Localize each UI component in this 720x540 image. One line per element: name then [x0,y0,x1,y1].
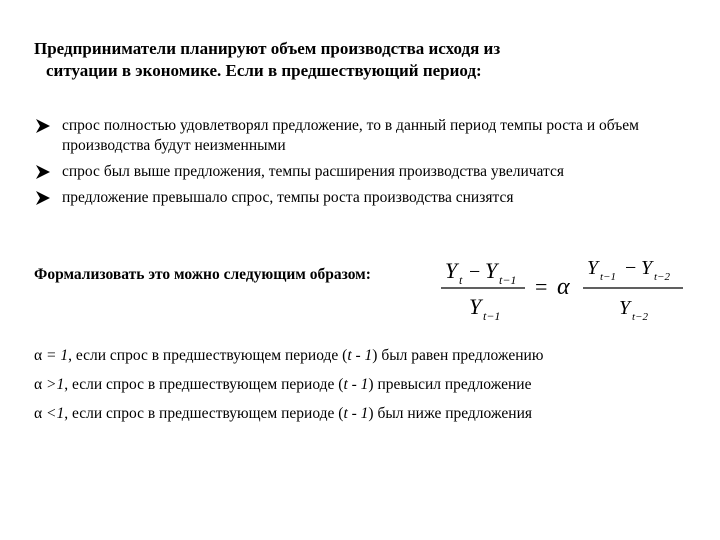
formula-left-num-y: Y [445,258,458,283]
alpha-period: t - 1 [343,405,369,422]
bullet-item [34,188,684,208]
formula-equals: = [535,274,548,299]
alpha-symbol: α [34,347,43,364]
formula-left-num-y2: Y [485,258,498,283]
formula-alpha: α [557,274,570,300]
formula-right-num-sub2: t−2 [654,271,670,283]
alpha-conditions [34,346,714,433]
alpha-symbol: α [34,376,43,393]
alpha-text-pre: , если спрос в предшествующем периоде ( [64,376,344,393]
bullet-list [34,116,684,214]
alpha-condition: = 1 [42,347,69,364]
heading-line-1: Предприниматели планируют объем производства исходя из [34,39,501,58]
formalize-label: Формализовать это можно следующим образом: [34,266,371,283]
bullet-text: спрос полностью удовлетворял предложение, то в данный период темпы роста и объем производства будут неизменными [62,117,639,154]
bullet-item [34,162,684,182]
formula-right-num-sub1: t−1 [600,271,616,283]
bullet-text: предложение превышало спрос, темпы роста производства снизятся [62,189,514,206]
formula-left-minus: − [469,261,481,283]
growth-formula [425,248,715,338]
bullet-text: спрос был выше предложения, темпы расширения производства увеличатся [62,163,564,180]
alpha-condition-line [34,404,714,424]
alpha-condition: >1 [42,376,65,393]
alpha-text-post: ) превысил предложение [368,376,532,393]
formula-right-den-sub: t−2 [632,311,648,323]
formula-right-minus: − [625,257,637,279]
alpha-period: t - 1 [347,347,373,364]
alpha-text-pre: , если спрос в предшествующем периоде ( [68,347,348,364]
formula-right-num-y1: Y [587,257,599,279]
arrow-bullet-icon [34,189,52,207]
heading-line-2: ситуации в экономике. Если в предшествующий период: [46,61,482,80]
formula-right-num-y2: Y [641,257,653,279]
formula-left-num-sub: t [459,273,463,287]
alpha-condition-line [34,346,714,366]
alpha-symbol: α [34,405,43,422]
slide-heading [34,38,674,82]
arrow-bullet-icon [34,117,52,135]
alpha-text-pre: , если спрос в предшествующем периоде ( [64,405,344,422]
bullet-item [34,116,684,156]
alpha-period: t - 1 [343,376,369,393]
formula-left-num-sub2: t−1 [499,273,517,287]
alpha-condition: <1 [42,405,65,422]
alpha-text-post: ) был ниже предложения [368,405,533,422]
formula-left-den-y: Y [469,294,482,319]
arrow-bullet-icon [34,163,52,181]
alpha-text-post: ) был равен предложению [372,347,544,364]
formula-left-den-sub: t−1 [483,309,501,323]
alpha-condition-line [34,375,714,395]
formula-right-den-y: Y [619,297,631,319]
